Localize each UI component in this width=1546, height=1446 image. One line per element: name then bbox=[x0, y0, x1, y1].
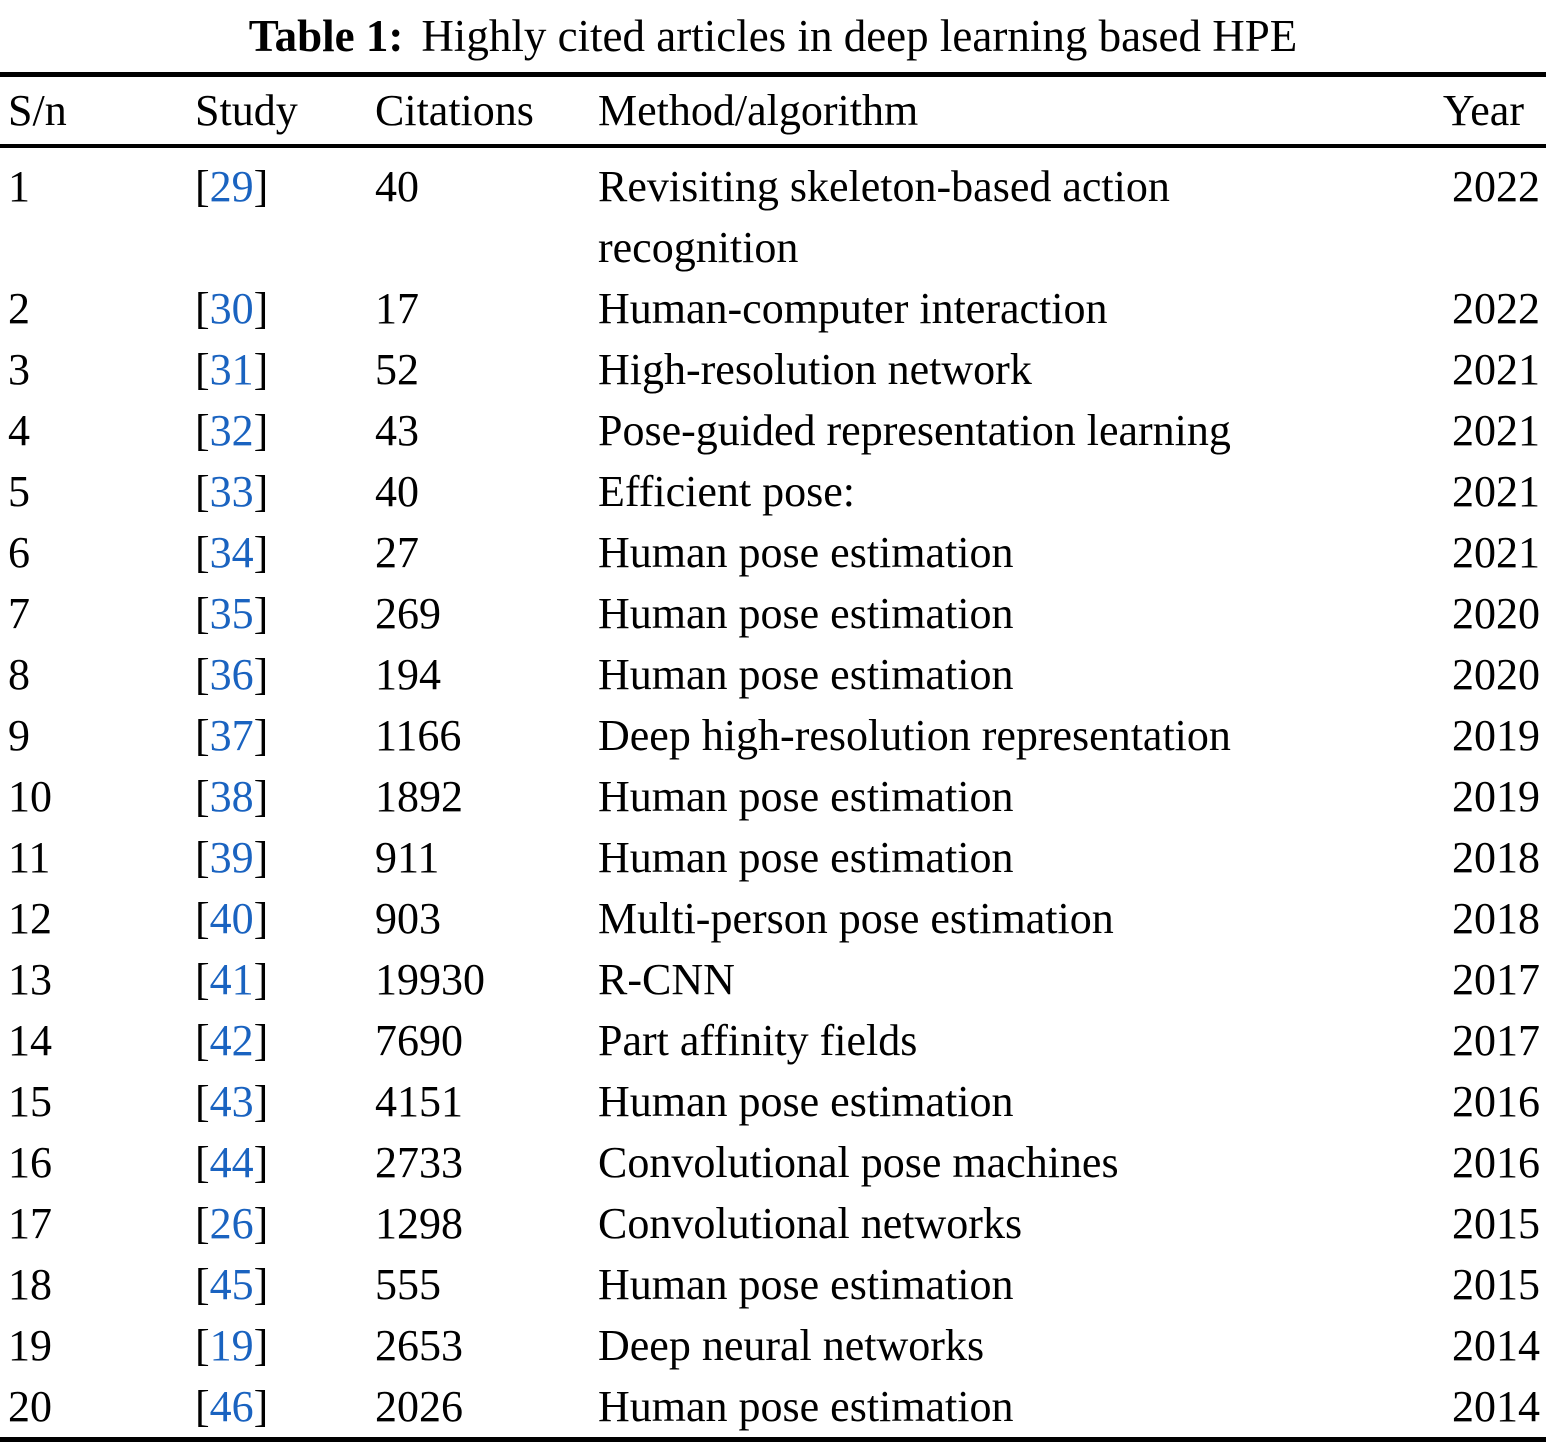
citations-cell bbox=[375, 1010, 598, 1071]
column-header-year: Year bbox=[1442, 86, 1524, 135]
citation-bracket-open: [ bbox=[195, 528, 210, 577]
study-cell bbox=[195, 522, 375, 583]
sn-cell bbox=[0, 1010, 195, 1071]
sn-value: 19 bbox=[8, 1321, 52, 1370]
method-cell bbox=[598, 827, 1358, 888]
method-value: R-CNN bbox=[598, 955, 735, 1004]
year-cell bbox=[1358, 461, 1546, 522]
sn-value: 12 bbox=[8, 894, 52, 943]
table-row bbox=[0, 339, 1546, 400]
column-header-method: Method/algorithm bbox=[598, 86, 919, 135]
table-row bbox=[0, 705, 1546, 766]
table-row bbox=[0, 400, 1546, 461]
citation-bracket-open: [ bbox=[195, 1016, 210, 1065]
citation-bracket-close: ] bbox=[253, 1077, 269, 1126]
method-cell bbox=[598, 339, 1358, 400]
table-row bbox=[0, 766, 1546, 827]
citations-value: 7690 bbox=[375, 1016, 463, 1065]
citation-bracket-close: ] bbox=[253, 833, 269, 882]
method-cell bbox=[598, 461, 1358, 522]
table-row bbox=[0, 461, 1546, 522]
study-cell bbox=[195, 1071, 375, 1132]
method-value: Part affinity fields bbox=[598, 1016, 918, 1065]
sn-cell bbox=[0, 827, 195, 888]
citations-value: 27 bbox=[375, 528, 419, 577]
citation-bracket-close: ] bbox=[253, 162, 269, 211]
year-value: 2019 bbox=[1452, 711, 1540, 760]
citations-cell bbox=[375, 705, 598, 766]
citations-value: 555 bbox=[375, 1260, 441, 1309]
study-cell bbox=[195, 1254, 375, 1315]
year-cell bbox=[1358, 1193, 1546, 1254]
citations-cell bbox=[375, 1132, 598, 1193]
citations-value: 911 bbox=[375, 833, 440, 882]
citation-ref-link[interactable]: 44 bbox=[209, 1138, 254, 1187]
year-value: 2015 bbox=[1452, 1199, 1540, 1248]
method-value: Deep high-resolution representation bbox=[598, 711, 1231, 760]
citation-bracket-open: [ bbox=[195, 833, 210, 882]
citations-value: 2733 bbox=[375, 1138, 463, 1187]
citations-value: 269 bbox=[375, 589, 441, 638]
citation-ref-link[interactable]: 37 bbox=[209, 711, 254, 760]
table-header bbox=[0, 75, 1546, 147]
study-cell bbox=[195, 1193, 375, 1254]
table-caption bbox=[0, 0, 1546, 72]
citation-bracket-open: [ bbox=[195, 650, 210, 699]
year-value: 2022 bbox=[1452, 162, 1540, 211]
citation-ref-link[interactable]: 31 bbox=[209, 345, 254, 394]
year-cell bbox=[1358, 1010, 1546, 1071]
citations-cell bbox=[375, 400, 598, 461]
sn-cell bbox=[0, 583, 195, 644]
table-row bbox=[0, 146, 1546, 278]
study-cell bbox=[195, 278, 375, 339]
sn-cell bbox=[0, 1071, 195, 1132]
table-caption-text: Highly cited articles in deep learning based HPE bbox=[421, 11, 1298, 61]
method-cell bbox=[598, 146, 1358, 278]
sn-value: 17 bbox=[8, 1199, 52, 1248]
citations-value: 2653 bbox=[375, 1321, 463, 1370]
table-row bbox=[0, 278, 1546, 339]
citations-value: 40 bbox=[375, 162, 419, 211]
citations-value: 52 bbox=[375, 345, 419, 394]
sn-value: 15 bbox=[8, 1077, 52, 1126]
year-cell bbox=[1358, 1315, 1546, 1376]
table-row bbox=[0, 1132, 1546, 1193]
year-cell bbox=[1358, 949, 1546, 1010]
citation-bracket-close: ] bbox=[253, 955, 269, 1004]
citation-bracket-open: [ bbox=[195, 1321, 210, 1370]
citation-bracket-open: [ bbox=[195, 1077, 210, 1126]
sn-value: 5 bbox=[8, 467, 30, 516]
citation-bracket-close: ] bbox=[253, 589, 269, 638]
study-cell bbox=[195, 644, 375, 705]
year-value: 2021 bbox=[1452, 467, 1540, 516]
citation-bracket-open: [ bbox=[195, 467, 210, 516]
method-value: Human pose estimation bbox=[598, 1260, 1014, 1309]
method-value: Multi-person pose estimation bbox=[598, 894, 1114, 943]
citations-cell bbox=[375, 461, 598, 522]
table-row bbox=[0, 949, 1546, 1010]
citations-value: 194 bbox=[375, 650, 441, 699]
year-value: 2021 bbox=[1452, 528, 1540, 577]
citations-cell bbox=[375, 644, 598, 705]
citation-ref-link[interactable]: 34 bbox=[209, 528, 254, 577]
method-value: Convolutional pose machines bbox=[598, 1138, 1119, 1187]
citation-ref-link[interactable]: 45 bbox=[209, 1260, 254, 1309]
sn-value: 16 bbox=[8, 1138, 52, 1187]
method-cell bbox=[598, 278, 1358, 339]
year-value: 2016 bbox=[1452, 1138, 1540, 1187]
column-header-study: Study bbox=[195, 86, 298, 135]
sn-value: 3 bbox=[8, 345, 30, 394]
citations-value: 43 bbox=[375, 406, 419, 455]
year-value: 2022 bbox=[1452, 284, 1540, 333]
method-value: Human-computer interaction bbox=[598, 284, 1108, 333]
study-cell bbox=[195, 827, 375, 888]
citation-ref-link[interactable]: 38 bbox=[209, 772, 254, 821]
sn-cell bbox=[0, 278, 195, 339]
year-value: 2016 bbox=[1452, 1077, 1540, 1126]
method-value: Revisiting skeleton-based action recognition bbox=[598, 162, 1170, 272]
citations-cell bbox=[375, 1071, 598, 1132]
year-cell bbox=[1358, 1254, 1546, 1315]
citation-bracket-close: ] bbox=[253, 406, 269, 455]
method-value: High-resolution network bbox=[598, 345, 1032, 394]
study-cell bbox=[195, 705, 375, 766]
method-cell bbox=[598, 888, 1358, 949]
citation-ref-link[interactable]: 42 bbox=[209, 1016, 254, 1065]
sn-cell bbox=[0, 705, 195, 766]
citations-cell bbox=[375, 146, 598, 278]
study-cell bbox=[195, 1376, 375, 1440]
citations-value: 1298 bbox=[375, 1199, 463, 1248]
method-cell bbox=[598, 1193, 1358, 1254]
sn-value: 13 bbox=[8, 955, 52, 1004]
citation-bracket-open: [ bbox=[195, 1382, 210, 1431]
sn-value: 2 bbox=[8, 284, 30, 333]
citations-value: 4151 bbox=[375, 1077, 463, 1126]
sn-value: 9 bbox=[8, 711, 30, 760]
sn-value: 8 bbox=[8, 650, 30, 699]
year-cell bbox=[1358, 522, 1546, 583]
method-cell bbox=[598, 1376, 1358, 1440]
citations-cell bbox=[375, 278, 598, 339]
citation-bracket-open: [ bbox=[195, 955, 210, 1004]
sn-value: 20 bbox=[8, 1382, 52, 1431]
year-cell bbox=[1358, 146, 1546, 278]
citation-ref-link[interactable]: 30 bbox=[209, 284, 254, 333]
sn-cell bbox=[0, 339, 195, 400]
citations-cell bbox=[375, 766, 598, 827]
table-body bbox=[0, 146, 1546, 1440]
citation-bracket-open: [ bbox=[195, 284, 210, 333]
method-value: Human pose estimation bbox=[598, 833, 1014, 882]
citations-cell bbox=[375, 827, 598, 888]
citation-ref-link[interactable]: 29 bbox=[209, 162, 254, 211]
method-cell bbox=[598, 1254, 1358, 1315]
method-cell bbox=[598, 644, 1358, 705]
year-cell bbox=[1358, 766, 1546, 827]
year-cell bbox=[1358, 827, 1546, 888]
method-cell bbox=[598, 522, 1358, 583]
study-cell bbox=[195, 583, 375, 644]
sn-cell bbox=[0, 1193, 195, 1254]
sn-cell bbox=[0, 1315, 195, 1376]
table-row bbox=[0, 1071, 1546, 1132]
citation-bracket-open: [ bbox=[195, 772, 210, 821]
citations-value: 903 bbox=[375, 894, 441, 943]
citations-cell bbox=[375, 1315, 598, 1376]
year-cell bbox=[1358, 888, 1546, 949]
method-value: Human pose estimation bbox=[598, 772, 1014, 821]
method-cell bbox=[598, 1010, 1358, 1071]
year-value: 2014 bbox=[1452, 1321, 1540, 1370]
citation-ref-link[interactable]: 33 bbox=[209, 467, 254, 516]
sn-value: 4 bbox=[8, 406, 30, 455]
citation-ref-link[interactable]: 26 bbox=[209, 1199, 254, 1248]
citations-cell bbox=[375, 888, 598, 949]
citations-value: 17 bbox=[375, 284, 419, 333]
citation-bracket-open: [ bbox=[195, 345, 210, 394]
table-row bbox=[0, 644, 1546, 705]
method-value: Efficient pose: bbox=[598, 467, 855, 516]
citation-bracket-open: [ bbox=[195, 1260, 210, 1309]
method-value: Deep neural networks bbox=[598, 1321, 985, 1370]
year-cell bbox=[1358, 400, 1546, 461]
table-caption-label: Table 1: bbox=[248, 11, 404, 61]
citation-bracket-close: ] bbox=[253, 1382, 269, 1431]
study-cell bbox=[195, 1315, 375, 1376]
study-cell bbox=[195, 461, 375, 522]
citation-bracket-open: [ bbox=[195, 406, 210, 455]
study-cell bbox=[195, 1010, 375, 1071]
sn-cell bbox=[0, 1132, 195, 1193]
citation-bracket-close: ] bbox=[253, 284, 269, 333]
sn-value: 18 bbox=[8, 1260, 52, 1309]
citation-bracket-close: ] bbox=[253, 772, 269, 821]
year-value: 2020 bbox=[1452, 650, 1540, 699]
sn-value: 10 bbox=[8, 772, 52, 821]
method-cell bbox=[598, 949, 1358, 1010]
sn-cell bbox=[0, 461, 195, 522]
table-row bbox=[0, 827, 1546, 888]
method-value: Human pose estimation bbox=[598, 528, 1014, 577]
column-header-citations: Citations bbox=[375, 86, 534, 135]
citation-ref-link[interactable]: 35 bbox=[209, 589, 254, 638]
year-cell bbox=[1358, 583, 1546, 644]
citations-value: 40 bbox=[375, 467, 419, 516]
citations-cell bbox=[375, 1254, 598, 1315]
method-cell bbox=[598, 766, 1358, 827]
citation-bracket-close: ] bbox=[253, 1016, 269, 1065]
citation-bracket-close: ] bbox=[253, 1138, 269, 1187]
method-cell bbox=[598, 705, 1358, 766]
year-cell bbox=[1358, 644, 1546, 705]
citation-bracket-open: [ bbox=[195, 711, 210, 760]
year-value: 2018 bbox=[1452, 894, 1540, 943]
table-row bbox=[0, 1254, 1546, 1315]
table-row bbox=[0, 888, 1546, 949]
study-cell bbox=[195, 339, 375, 400]
year-cell bbox=[1358, 1132, 1546, 1193]
citation-bracket-open: [ bbox=[195, 162, 210, 211]
year-value: 2015 bbox=[1452, 1260, 1540, 1309]
study-cell bbox=[195, 888, 375, 949]
method-cell bbox=[598, 1315, 1358, 1376]
year-cell bbox=[1358, 1376, 1546, 1440]
citations-value: 19930 bbox=[375, 955, 485, 1004]
year-value: 2021 bbox=[1452, 406, 1540, 455]
citation-bracket-close: ] bbox=[253, 1321, 269, 1370]
citation-bracket-open: [ bbox=[195, 589, 210, 638]
citation-ref-link[interactable]: 39 bbox=[209, 833, 254, 882]
year-value: 2020 bbox=[1452, 589, 1540, 638]
sn-value: 7 bbox=[8, 589, 30, 638]
sn-cell bbox=[0, 522, 195, 583]
sn-cell bbox=[0, 888, 195, 949]
method-cell bbox=[598, 583, 1358, 644]
citation-ref-link[interactable]: 46 bbox=[209, 1382, 254, 1431]
year-value: 2019 bbox=[1452, 772, 1540, 821]
method-value: Human pose estimation bbox=[598, 589, 1014, 638]
sn-value: 1 bbox=[8, 162, 30, 211]
sn-cell bbox=[0, 949, 195, 1010]
citations-cell bbox=[375, 583, 598, 644]
citations-value: 1166 bbox=[375, 711, 462, 760]
header-row bbox=[0, 75, 1546, 147]
citation-ref-link[interactable]: 43 bbox=[209, 1077, 254, 1126]
method-value: Human pose estimation bbox=[598, 1382, 1014, 1431]
table-row bbox=[0, 1376, 1546, 1440]
method-value: Human pose estimation bbox=[598, 650, 1014, 699]
citation-ref-link[interactable]: 40 bbox=[209, 894, 254, 943]
year-cell bbox=[1358, 705, 1546, 766]
year-value: 2014 bbox=[1452, 1382, 1540, 1431]
method-cell bbox=[598, 1132, 1358, 1193]
table-row bbox=[0, 1315, 1546, 1376]
citation-bracket-close: ] bbox=[253, 894, 269, 943]
citation-ref-link[interactable]: 19 bbox=[209, 1321, 254, 1370]
sn-value: 14 bbox=[8, 1016, 52, 1065]
table-row bbox=[0, 1193, 1546, 1254]
method-value: Convolutional networks bbox=[598, 1199, 1023, 1248]
year-value: 2021 bbox=[1452, 345, 1540, 394]
citation-bracket-close: ] bbox=[253, 345, 269, 394]
sn-value: 6 bbox=[8, 528, 30, 577]
citations-cell bbox=[375, 1193, 598, 1254]
citations-value: 2026 bbox=[375, 1382, 463, 1431]
study-cell bbox=[195, 1132, 375, 1193]
study-cell bbox=[195, 949, 375, 1010]
year-value: 2018 bbox=[1452, 833, 1540, 882]
method-cell bbox=[598, 1071, 1358, 1132]
citation-bracket-open: [ bbox=[195, 894, 210, 943]
study-cell bbox=[195, 400, 375, 461]
citations-cell bbox=[375, 522, 598, 583]
method-value: Pose-guided representation learning bbox=[598, 406, 1231, 455]
study-cell bbox=[195, 146, 375, 278]
sn-cell bbox=[0, 766, 195, 827]
study-cell bbox=[195, 766, 375, 827]
citation-bracket-open: [ bbox=[195, 1199, 210, 1248]
citations-value: 1892 bbox=[375, 772, 463, 821]
citation-bracket-close: ] bbox=[253, 528, 269, 577]
citation-bracket-close: ] bbox=[253, 467, 269, 516]
table-row bbox=[0, 583, 1546, 644]
sn-cell bbox=[0, 146, 195, 278]
citations-cell bbox=[375, 1376, 598, 1440]
sn-cell bbox=[0, 1376, 195, 1440]
year-cell bbox=[1358, 1071, 1546, 1132]
citation-ref-link[interactable]: 36 bbox=[209, 650, 254, 699]
sn-cell bbox=[0, 644, 195, 705]
citations-table bbox=[0, 72, 1546, 1442]
citation-bracket-close: ] bbox=[253, 650, 269, 699]
method-value: Human pose estimation bbox=[598, 1077, 1014, 1126]
year-cell bbox=[1358, 339, 1546, 400]
table-row bbox=[0, 1010, 1546, 1071]
sn-value: 11 bbox=[8, 833, 51, 882]
citation-bracket-close: ] bbox=[253, 1199, 269, 1248]
citation-ref-link[interactable]: 41 bbox=[209, 955, 254, 1004]
column-header-sn: S/n bbox=[8, 86, 67, 135]
citation-bracket-close: ] bbox=[253, 711, 269, 760]
citation-ref-link[interactable]: 32 bbox=[209, 406, 254, 455]
sn-cell bbox=[0, 1254, 195, 1315]
year-cell bbox=[1358, 278, 1546, 339]
citations-cell bbox=[375, 339, 598, 400]
sn-cell bbox=[0, 400, 195, 461]
citation-bracket-close: ] bbox=[253, 1260, 269, 1309]
citations-cell bbox=[375, 949, 598, 1010]
method-cell bbox=[598, 400, 1358, 461]
year-value: 2017 bbox=[1452, 955, 1540, 1004]
citation-bracket-open: [ bbox=[195, 1138, 210, 1187]
year-value: 2017 bbox=[1452, 1016, 1540, 1065]
table-row bbox=[0, 522, 1546, 583]
